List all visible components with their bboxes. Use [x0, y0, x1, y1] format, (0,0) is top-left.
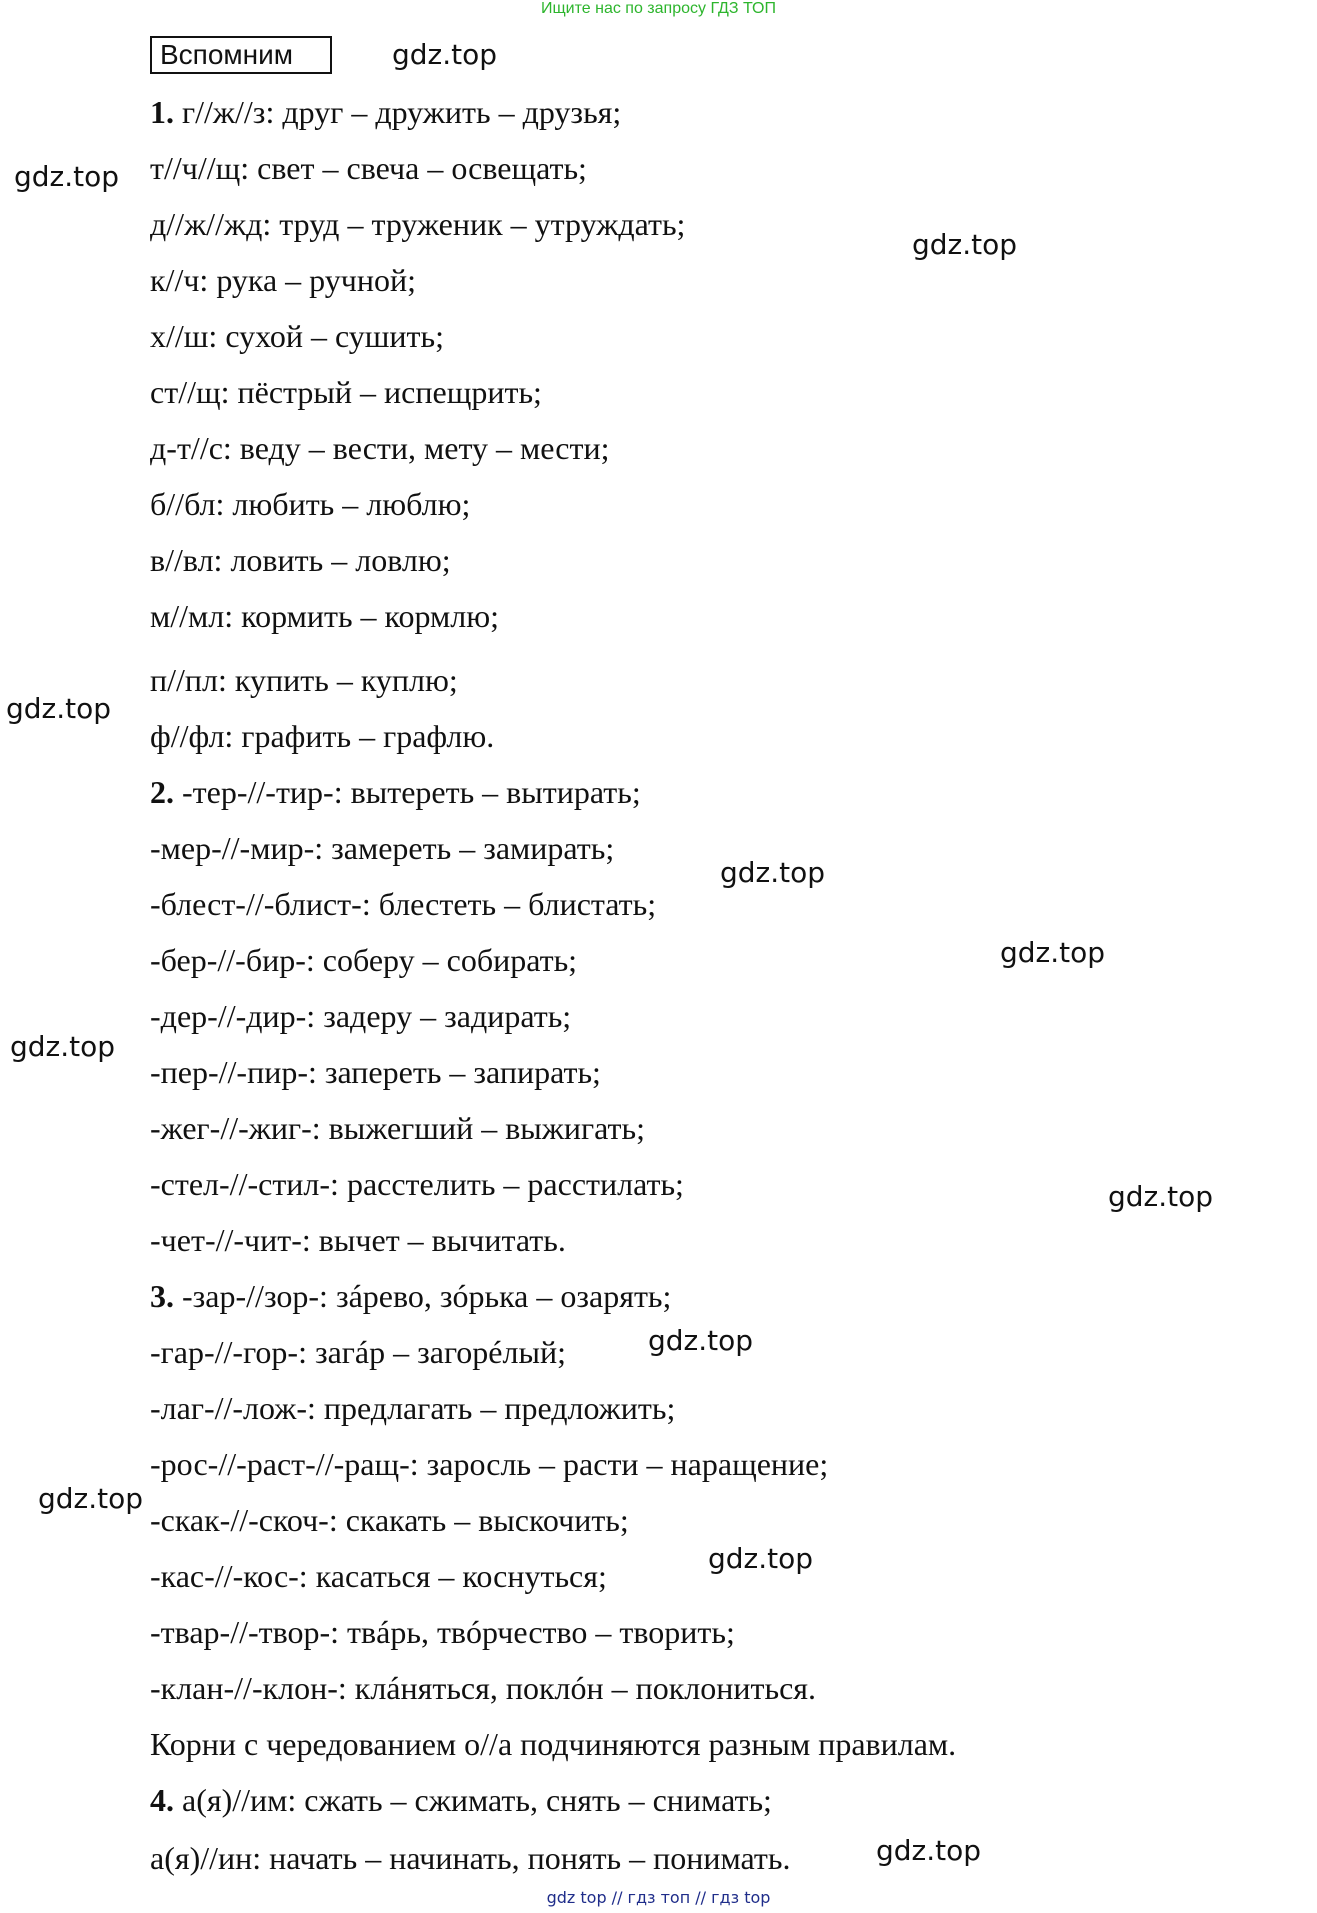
watermark: gdz.top [14, 160, 120, 193]
footer-links[interactable]: gdz top // гдз топ // гдз top [546, 1888, 771, 1907]
text-line: -кас-//-кос-: касаться – коснуться; [150, 1558, 607, 1594]
text-line: ст//щ: пёстрый – испещрить; [150, 374, 542, 410]
text-line: -гар-//-гор-: загáр – загорéлый; [150, 1334, 566, 1370]
watermark: gdz.top [6, 692, 112, 725]
text-line: -рос-//-раст-//-ращ-: заросль – расти – наращение; [150, 1446, 829, 1482]
text-line: 3. -зар-//зор-: зáрево, зóрька – озарять; [150, 1278, 672, 1314]
watermark: gdz.top [912, 228, 1018, 261]
text-line: Корни с чередованием о//а подчиняются разным правилам. [150, 1726, 957, 1762]
top-banner-link[interactable]: Ищите нас по запросу ГДЗ ТОП [541, 0, 776, 17]
text-line: п//пл: купить – куплю; [150, 662, 458, 698]
watermark: gdz.top [10, 1030, 116, 1063]
watermark: gdz.top [1000, 936, 1106, 969]
watermark: gdz.top [38, 1482, 144, 1515]
watermark: gdz.top [720, 856, 826, 889]
watermark: gdz.top [876, 1834, 982, 1867]
text-line: -мер-//-мир-: замереть – замирать; [150, 830, 615, 866]
text-line: х//ш: сухой – сушить; [150, 318, 445, 354]
text-line: -пер-//-пир-: запереть – запирать; [150, 1054, 601, 1090]
text-line: а(я)//ин: начать – начинать, понять – понимать. [150, 1840, 791, 1876]
text-line: б//бл: любить – люблю; [150, 486, 471, 522]
text-line: 2. -тер-//-тир-: вытереть – вытирать; [150, 774, 641, 810]
text-line: -жег-//-жиг-: выжегший – выжигать; [150, 1110, 645, 1146]
text-line: -скак-//-скоч-: скакать – выскочить; [150, 1502, 629, 1538]
text-line: 4. а(я)//им: сжать – сжимать, снять – снимать; [150, 1782, 772, 1818]
text-line: т//ч//щ: свет – свеча – освещать; [150, 150, 587, 186]
text-line: -бер-//-бир-: соберу – собирать; [150, 942, 578, 978]
text-line: -чет-//-чит-: вычет – вычитать. [150, 1222, 566, 1258]
text-line: в//вл: ловить – ловлю; [150, 542, 451, 578]
text-line: -стел-//-стил-: расстелить – расстилать; [150, 1166, 684, 1202]
text-line: -клан-//-клон-: клáняться, поклóн – поклониться. [150, 1670, 816, 1706]
text-line: м//мл: кормить – кормлю; [150, 598, 499, 634]
watermark: gdz.top [708, 1542, 814, 1575]
text-line: -твар-//-твор-: твáрь, твóрчество – творить; [150, 1614, 735, 1650]
watermark: gdz.top [392, 38, 498, 71]
text-line: -дер-//-дир-: задеру – задирать; [150, 998, 572, 1034]
text-line: к//ч: рука – ручной; [150, 262, 416, 298]
text-line: ф//фл: графить – графлю. [150, 718, 495, 754]
text-line: -блест-//-блист-: блестеть – блистать; [150, 886, 657, 922]
text-line: 1. г//ж//з: друг – дружить – друзья; [150, 94, 622, 130]
text-line: д-т//с: веду – вести, мету – мести; [150, 430, 610, 466]
text-line: -лаг-//-лож-: предлагать – предложить; [150, 1390, 676, 1426]
text-line: д//ж//жд: труд – труженик – утруждать; [150, 206, 686, 242]
watermark: gdz.top [1108, 1180, 1214, 1213]
watermark: gdz.top [648, 1324, 754, 1357]
remember-box-title: Вспомним [150, 36, 332, 74]
